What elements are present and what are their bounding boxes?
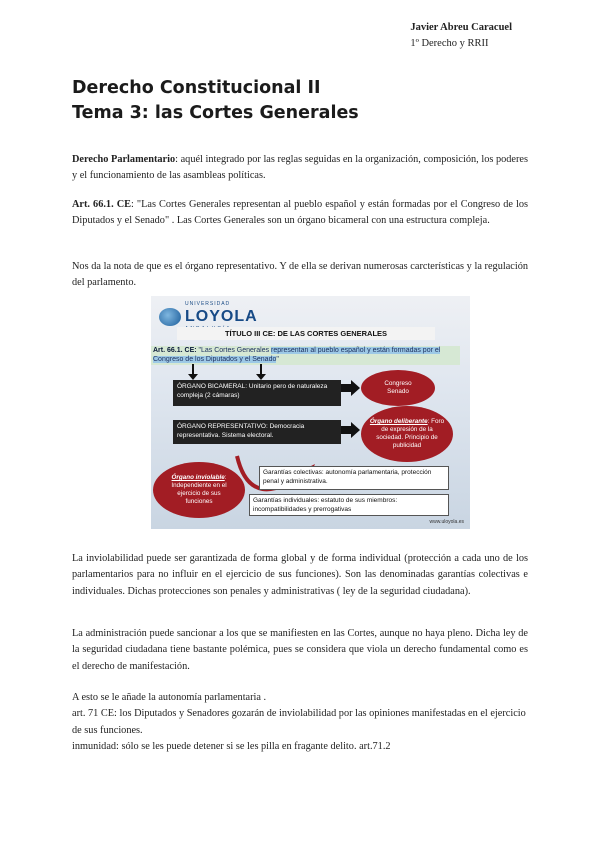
article-text: : "Las Cortes Generales representan al pueblo español y están formadas por el Congreso de los Diputados y el Senado" . Las Cortes Generales son un órgano bicameral con una estructura compleja. — [72, 199, 528, 227]
oval-inviolable-title: Órgano inviolable — [171, 474, 225, 481]
oval-organo-inviolable — [153, 462, 245, 518]
article-reference: Art. 66.1. CE — [72, 199, 131, 210]
right-arrow-deliberante — [341, 422, 360, 438]
title-line-1: Derecho Constitucional II — [72, 78, 321, 98]
oval-congreso-senado: Congreso Senado — [361, 370, 435, 406]
slide-url: www.uloyola.es — [429, 519, 464, 525]
slide-banner-title: TÍTULO III CE: DE LAS CORTES GENERALES — [177, 327, 435, 340]
document-title — [72, 76, 359, 126]
article-71-line: art. 71 CE: los Diputados y Senadores gozarán de inviolabilidad por las opiniones manifestadas en el ejercicio de sus funciones. — [72, 708, 526, 736]
embedded-slide-image — [151, 296, 470, 529]
author-block — [410, 20, 512, 52]
paragraph-administracion: La administración puede sancionar a los que se manifiesten en las Cortes, aunque no haya pleno. Dicha ley de la seguridad ciudadana tiene bastante polémica, pues se considera que viola un derecho fundamental como es el derecho de manifestación. — [72, 628, 528, 672]
oval-deliberante-title: Órgano deliberante — [369, 418, 428, 425]
oval-inviolable-text: : Independiente en el ejercicio de sus funciones — [171, 474, 227, 505]
title-line-2: Tema 3: las Cortes Generales — [72, 103, 359, 123]
box-organo-representativo: ÓRGANO REPRESENTATIVO: Democracia representativa. Sistema electoral. — [173, 420, 341, 444]
box-garantias-colectivas: Garantías colectivas: autonomía parlamentaria, protección penal y administrativa. — [259, 466, 449, 490]
slide-article-ref: Art. 66.1. CE: — [153, 347, 197, 354]
oval-organo-deliberante — [361, 406, 453, 462]
paragraph-derecho-parlamentario — [72, 152, 528, 185]
inmunidad-line: inmunidad: sólo se les puede detener si se les pilla en fragante delito. art.71.2 — [72, 741, 391, 753]
oval-deliberante-text: : Foro de expresión de la sociedad. Principio de publicidad — [376, 418, 445, 449]
slide-article-quote-a: "Las Cortes Generales — [196, 347, 272, 354]
box-garantias-individuales: Garantías individuales: estatuto de sus miembros: incompatibilidades y prerrogativas — [249, 494, 449, 516]
paragraph-art-66 — [72, 197, 528, 230]
definition-text: : aquél integrado por las reglas seguidas en la organización, composición, los poderes y el funcionamiento de las asambleas políticas. — [72, 154, 529, 182]
logo-main-text: LOYOLA — [185, 308, 258, 325]
slide-article-quote-b: " — [276, 355, 279, 363]
autonomia-line: A esto se le añade la autonomía parlamentaria . — [72, 692, 267, 703]
box-organo-bicameral: ÓRGANO BICAMERAL: Unitario pero de naturaleza compleja (2 cámaras) — [173, 380, 341, 406]
term-derecho-parlamentario: Derecho Parlamentario — [72, 154, 176, 165]
author-name: Javier Abreu Caracuel — [410, 22, 512, 33]
paragraph-inviolabilidad: La inviolabilidad puede ser garantizada de forma global y de forma individual (protección a cada uno de los parlamentarios para no influir en el ejercicio de sus funciones). Son las denominadas garantías colectivas e individuales. Dichas protecciones son penales y administrativas ( ley de la seguridad ciudadana). — [72, 553, 528, 597]
logo-top-text: UNIVERSIDAD — [185, 301, 231, 307]
right-arrow-congreso — [341, 380, 360, 396]
slide-article-highlight: representan al pueblo español y están formadas por el Congreso de los Diputados y el Senado — [153, 347, 441, 363]
author-course: 1º Derecho y RRII — [410, 38, 489, 49]
paragraph-autonomia — [72, 690, 528, 756]
paragraph-organo-representativo: Nos da la nota de que es el órgano representativo. Y de ella se derivan numerosas carcterísticas y la regulación del parlamento. — [72, 261, 528, 289]
